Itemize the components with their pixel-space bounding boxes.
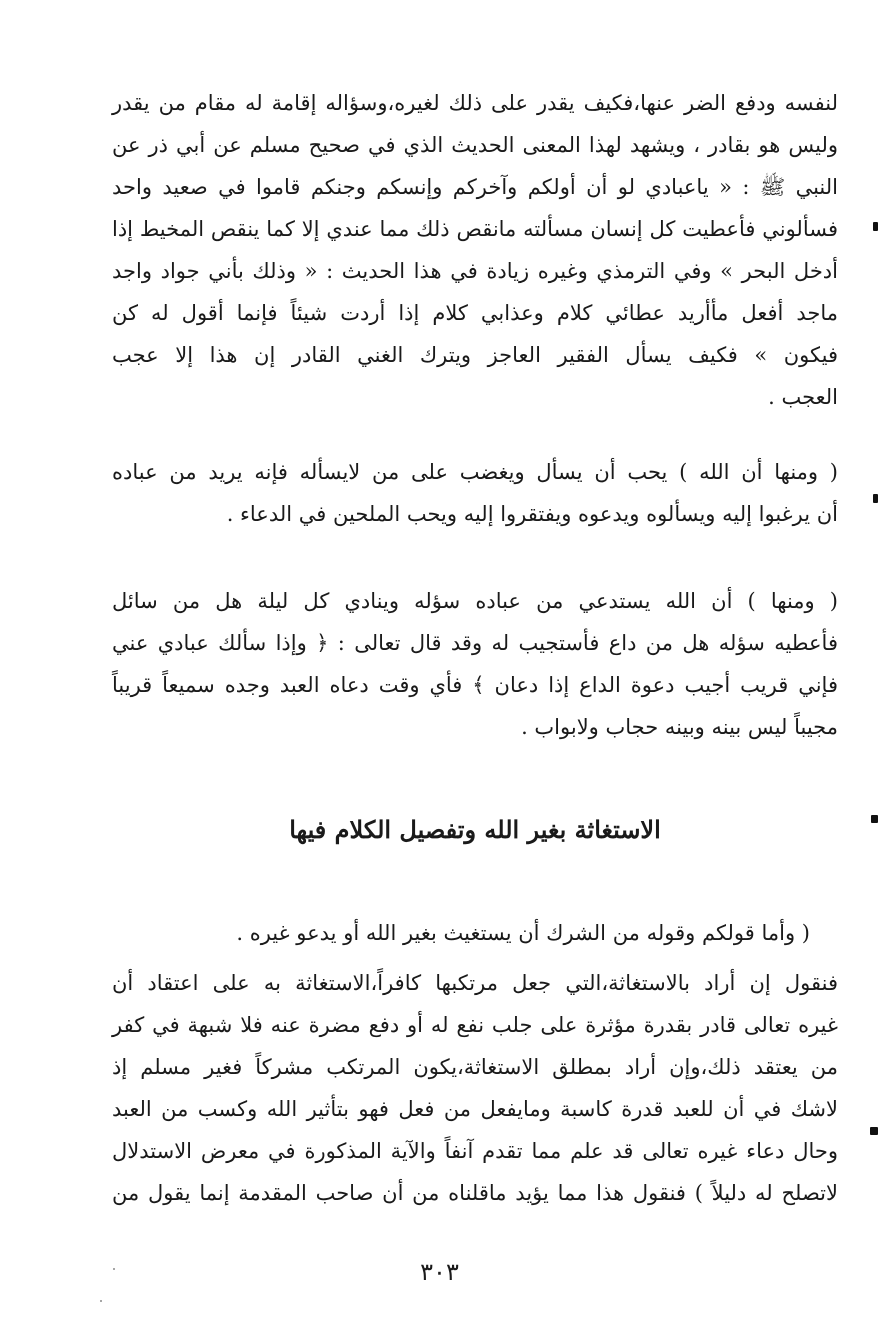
text-line: أن يرغبوا إليه ويسألوه ويدعوه ويفتقروا إليه ويحب الملحين في الدعاء . — [226, 502, 838, 526]
text-line: ( وأما قولكم وقوله من الشرك أن يستغيث بغير الله أو يدعو غيره . — [236, 921, 810, 945]
text-line: من يعتقد ذلك،وإن أراد بمطلق الاستغاثة،يكون المرتكب مشركاً فغير مسلم إذ — [112, 1055, 838, 1079]
section-heading: الاستغاثة بغير الله وتفصيل الكلام فيها — [289, 815, 661, 844]
text-line: ( ومنها أن الله ) يحب أن يسأل ويغضب على من لايسأله فإنه يريد من عباده — [112, 460, 838, 484]
text-line: لاتصلح له دليلاً ) فنقول هذا مما يؤيد ماقلناه من أن صاحب المقدمة إنما يقول من — [112, 1181, 838, 1205]
text-line: وحال دعاء غيره تعالى قد علم مما تقدم آنفاً والآية المذكورة في معرض الاستدلال — [112, 1139, 838, 1163]
paragraph-hadith — [112, 82, 838, 418]
page-number: ٣٠٣ — [420, 1258, 459, 1286]
text-line: فيكون » فكيف يسأل الفقير العاجز ويترك الغني القادر إن هذا إلا عجب — [112, 343, 838, 367]
scan-margin-mark — [873, 222, 878, 231]
scan-margin-mark — [873, 494, 878, 503]
paragraph-objection — [112, 912, 838, 954]
text-line: فنقول إن أراد بالاستغاثة،التي جعل مرتكبها كافراً،الاستغاثة به على اعتقاد أن — [112, 971, 838, 995]
text-line: لنفسه ودفع الضر عنها،فكيف يقدر على ذلك لغيره،وسؤاله إقامة له مقام من يقدر — [112, 91, 838, 115]
text-line: العجب . — [768, 385, 838, 409]
text-line: فأعطيه سؤله هل من داع فأستجيب له وقد قال تعالى : ﴿ وإذا سألك عبادي عني — [112, 631, 838, 655]
text-line: فسألوني فأعطيت كل إنسان مسألته مانقص ذلك مما عندي إلا كما ينقص المخيط إذا — [112, 217, 838, 241]
text-line: لاشك في أن للعبد قدرة كاسبة ومايفعل من فعل فهو بتأثير الله وكسب من العبد — [112, 1097, 838, 1121]
text-line: ماجد أفعل مأأريد عطائي كلام وعذابي كلام إذا أردت شيئاً فإنما أقول له كن — [112, 301, 838, 325]
paragraph-calling-servants — [112, 580, 838, 748]
paragraph-love-of-asking — [112, 451, 838, 535]
scan-margin-mark — [871, 815, 878, 823]
text-line: وليس هو بقادر ، ويشهد لهذا المعنى الحديث الذي في صحيح مسلم عن أبي ذر عن — [112, 133, 838, 157]
text-line: مجيباً ليس بينه وبينه حجاب ولابواب . — [521, 715, 838, 739]
text-line: النبي ﷺ : « ياعبادي لو أن أولكم وآخركم وإنسكم وجنكم قاموا في صعيد واحد — [112, 175, 838, 199]
paragraph-response — [112, 962, 838, 1214]
scan-margin-mark — [870, 1127, 878, 1135]
text-line: أدخل البحر » وفي الترمذي وغيره زيادة في هذا الحديث : « وذلك بأني جواد واجد — [112, 259, 838, 283]
text-line: ( ومنها ) أن الله يستدعي من عباده سؤله وينادي كل ليلة هل من سائل — [112, 589, 838, 613]
text-line: غيره تعالى قادر بقدرة مؤثرة على جلب نفع له أو دفع مضرة عنه فلا شبهة في كفر — [112, 1013, 838, 1037]
scan-speck — [113, 1268, 115, 1270]
text-line: فإني قريب أجيب دعوة الداع إذا دعان ﴾ فأي وقت دعاه العبد وجده سميعاً قريباً — [112, 673, 838, 697]
scan-speck — [100, 1300, 102, 1302]
